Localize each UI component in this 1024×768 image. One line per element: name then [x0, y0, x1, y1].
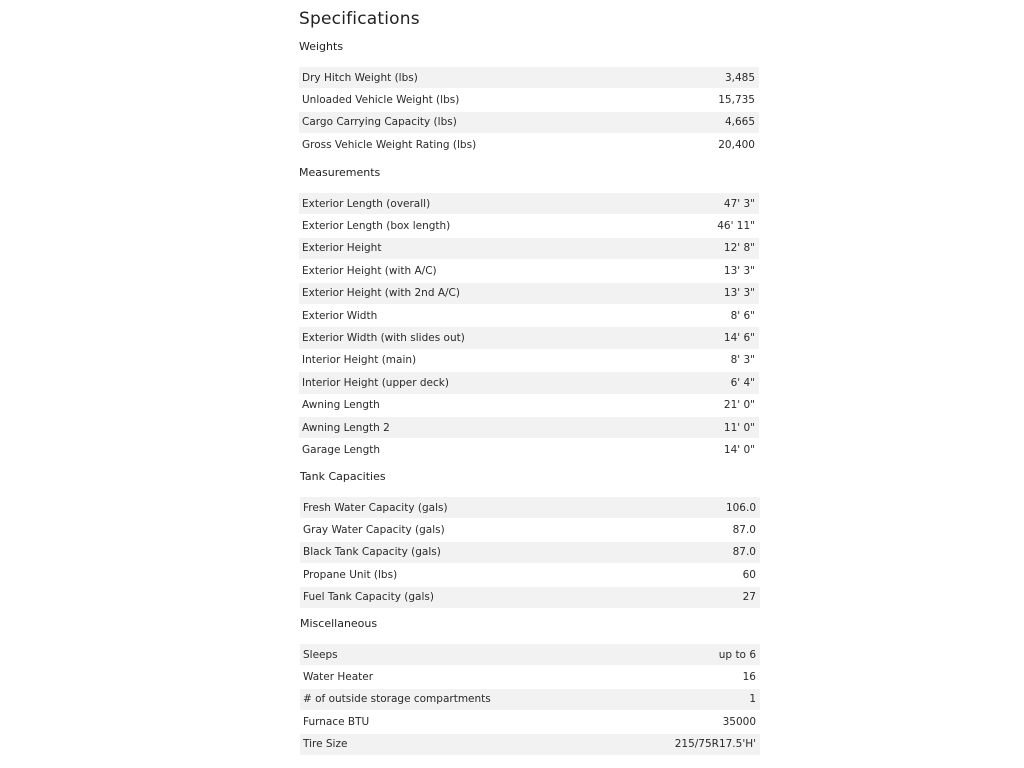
- spec-value: 11' 0": [723, 421, 755, 434]
- spec-row: [300, 542, 760, 564]
- spec-label: Cargo Carrying Capacity (lbs): [302, 116, 457, 129]
- spec-value: 16: [742, 671, 756, 684]
- spec-label: Fuel Tank Capacity (gals): [303, 591, 434, 604]
- spec-row: [299, 350, 759, 372]
- spec-value: 60: [742, 568, 756, 581]
- spec-label: Dry Hitch Weight (lbs): [302, 71, 418, 84]
- spec-value: 20,400: [718, 138, 755, 151]
- spec-label: Furnace BTU: [303, 715, 370, 728]
- spec-row: [299, 372, 759, 394]
- spec-value: 106.0: [725, 501, 756, 514]
- spec-row: [299, 439, 759, 461]
- spec-label: Exterior Width (with slides out): [302, 332, 465, 345]
- spec-section-tank-capacities: [300, 470, 760, 609]
- spec-label: Exterior Height (with 2nd A/C): [302, 287, 460, 300]
- spec-row: [299, 89, 759, 111]
- spec-label: Interior Height (upper deck): [302, 376, 449, 389]
- section-heading: Tank Capacities: [300, 470, 386, 483]
- spec-label: Propane Unit (lbs): [303, 568, 398, 581]
- spec-value: 4,665: [724, 116, 755, 129]
- spec-label: Fresh Water Capacity (gals): [303, 501, 448, 514]
- spec-label: Water Heater: [303, 671, 374, 684]
- spec-value: 15,735: [718, 94, 755, 107]
- spec-value: 21' 0": [723, 399, 755, 412]
- spec-value: 13' 3": [723, 287, 755, 300]
- spec-value: 35000: [722, 715, 756, 728]
- spec-row: [300, 711, 760, 733]
- spec-value: 8' 3": [730, 354, 755, 367]
- spec-value: 6' 4": [730, 376, 755, 389]
- spec-row: [299, 305, 759, 327]
- spec-label: Sleeps: [303, 648, 338, 661]
- spec-label: Garage Length: [302, 443, 381, 456]
- spec-row: [299, 327, 759, 349]
- spec-row: [299, 260, 759, 282]
- spec-label: Exterior Height (with A/C): [302, 264, 437, 277]
- spec-label: Exterior Length (overall): [302, 197, 431, 210]
- spec-label: Gray Water Capacity (gals): [303, 524, 445, 537]
- spec-label: Interior Height (main): [302, 354, 417, 367]
- spec-label: Awning Length: [302, 399, 380, 412]
- spec-row: [300, 519, 760, 541]
- spec-label: # of outside storage compartments: [303, 693, 491, 706]
- spec-value: 87.0: [732, 546, 756, 559]
- spec-label: Tire Size: [303, 738, 348, 751]
- spec-value: 14' 6": [723, 332, 755, 345]
- spec-section-miscellaneous: [300, 617, 760, 756]
- spec-row: [300, 587, 760, 609]
- spec-section-measurements: [299, 166, 759, 462]
- spec-row: [299, 417, 759, 439]
- spec-value: 12' 8": [723, 242, 755, 255]
- spec-value: 47' 3": [723, 197, 755, 210]
- spec-value: up to 6: [718, 648, 756, 661]
- spec-value: 14' 0": [723, 443, 755, 456]
- spec-row: [299, 193, 759, 215]
- spec-label: Awning Length 2: [302, 421, 390, 434]
- spec-value: 8' 6": [730, 309, 755, 322]
- spec-value: 215/75R17.5'H': [674, 738, 756, 751]
- spec-row: [299, 395, 759, 417]
- spec-row: [299, 238, 759, 260]
- spec-label: Black Tank Capacity (gals): [303, 546, 441, 559]
- spec-row: [299, 67, 759, 89]
- spec-row: [299, 215, 759, 237]
- spec-row: [299, 112, 759, 134]
- spec-value: 87.0: [732, 524, 756, 537]
- spec-label: Unloaded Vehicle Weight (lbs): [302, 94, 460, 107]
- spec-label: Exterior Height: [302, 242, 382, 255]
- spec-value: 3,485: [724, 71, 755, 84]
- spec-section-weights: [299, 40, 759, 157]
- spec-label: Exterior Width: [302, 309, 378, 322]
- section-heading: Measurements: [299, 166, 381, 179]
- spec-row: [300, 734, 760, 756]
- spec-value: 27: [742, 591, 756, 604]
- spec-value: 1: [749, 693, 756, 706]
- spec-row: [300, 666, 760, 688]
- spec-row: [300, 644, 760, 666]
- spec-row: [300, 564, 760, 586]
- spec-label: Exterior Length (box length): [302, 220, 451, 233]
- section-heading: Miscellaneous: [300, 617, 378, 630]
- spec-row: [299, 134, 759, 156]
- spec-row: [300, 497, 760, 519]
- spec-label: Gross Vehicle Weight Rating (lbs): [302, 138, 477, 151]
- spec-row: [299, 283, 759, 305]
- spec-row: [300, 689, 760, 711]
- spec-value: 46' 11": [717, 220, 755, 233]
- section-heading: Weights: [299, 40, 344, 53]
- spec-value: 13' 3": [723, 264, 755, 277]
- page-title: Specifications: [299, 9, 420, 29]
